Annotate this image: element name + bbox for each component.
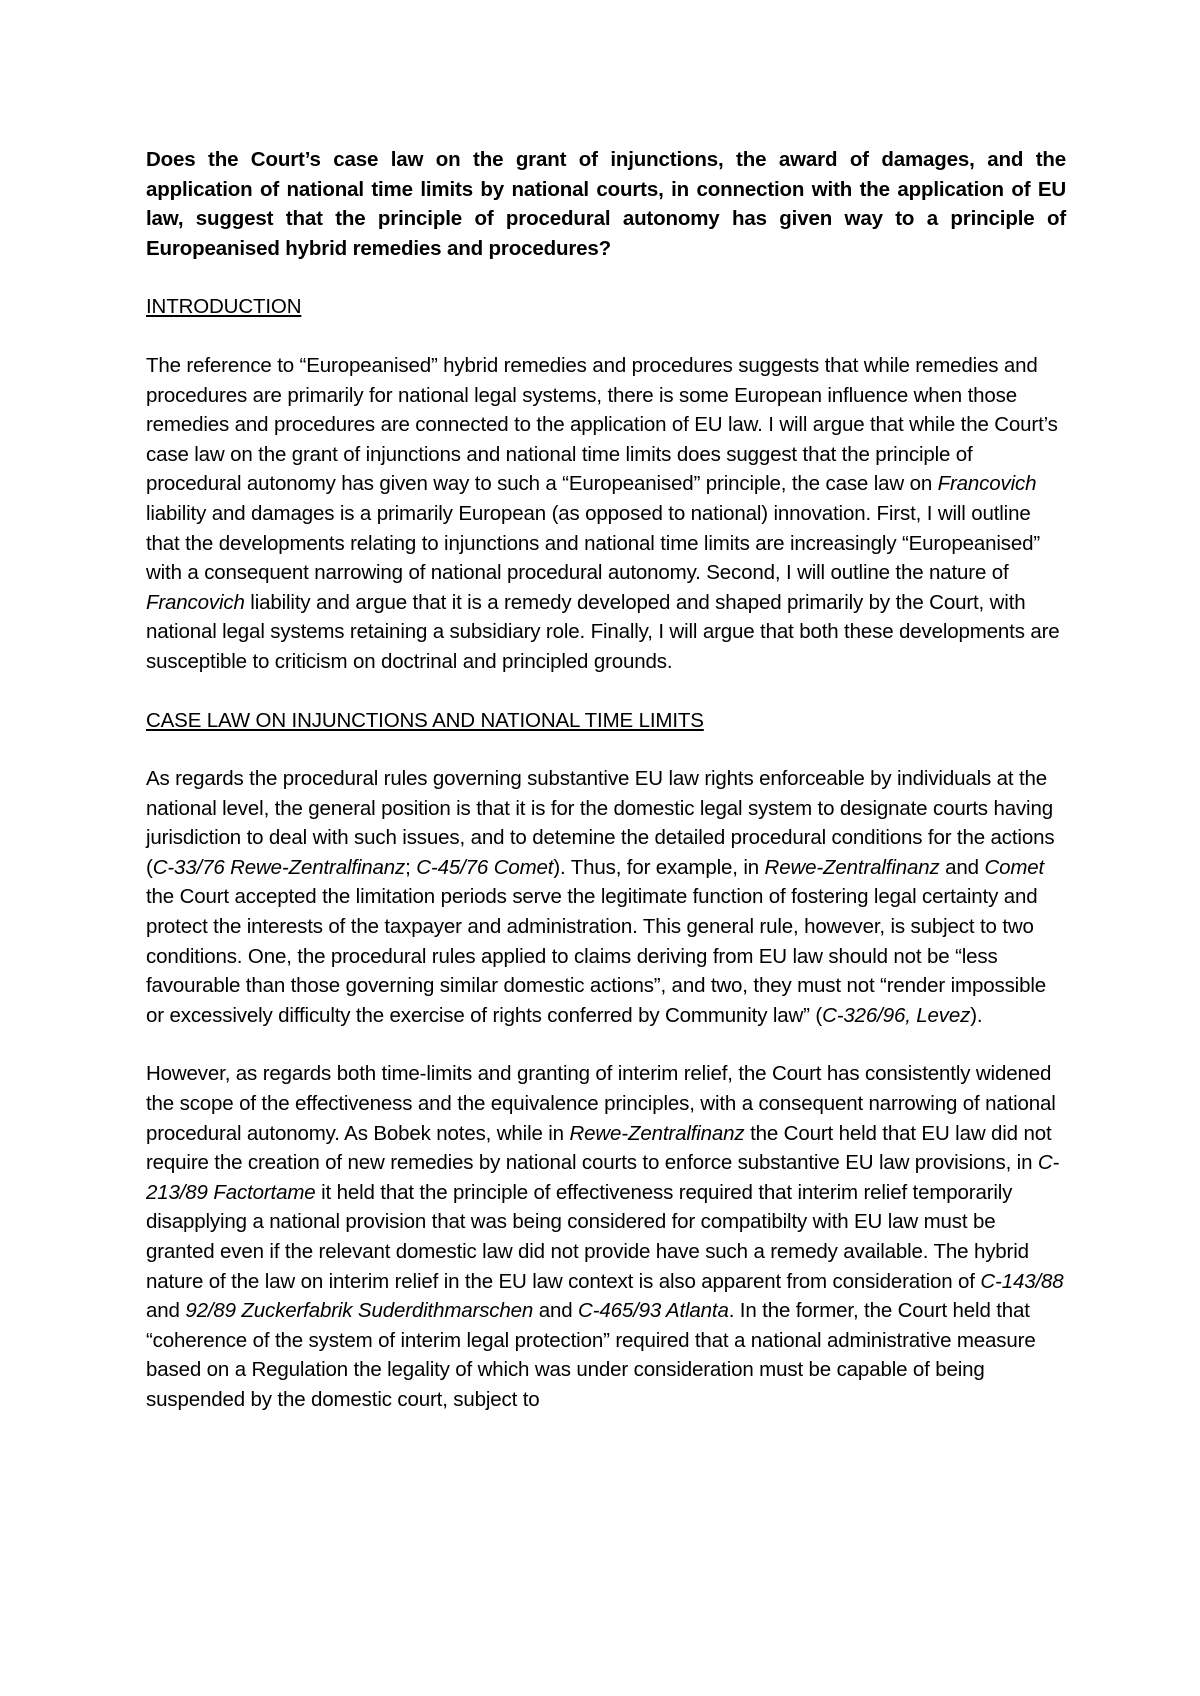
paragraph [146, 351, 1066, 677]
case-citation: Comet [984, 855, 1045, 879]
section-case-law [146, 706, 1066, 1415]
text-run: ; [405, 855, 417, 879]
case-citation: C-213/89 Factortame [146, 1151, 1060, 1204]
case-citation: Rewe-Zentralfinanz [764, 855, 940, 879]
text-run: the Court held that EU law did not require the creation of new remedies by national courts to enforce substantive EU law provisions, in [146, 1121, 1052, 1175]
essay-question: Does the Court’s case law on the grant of injunctions, the award of damages, and the application of national time limits by national courts, in connection with the application of EU law, suggest that the principle of procedural autonomy has given way to a principle of Europeanised hybrid remedies and procedures? [146, 148, 1066, 260]
case-citation: Francovich [937, 472, 1037, 496]
section-heading: CASE LAW ON INJUNCTIONS AND NATIONAL TIME LIMITS [146, 708, 704, 732]
text-run: the Court accepted the limitation periods serve the legitimate function of fostering legal certainty and protect the interests of the taxpayer and administration. This general rule, however, is subject to two conditions. One, the procedural rules applied to claims deriving from EU law should not be “less favourable than those governing similar domestic actions”, and two, they must not “render impossible or excessively difficulty the exercise of rights conferred by Community law” ( [146, 885, 1046, 1027]
section-introduction [146, 292, 1066, 676]
case-citation: C-143/88 [980, 1269, 1064, 1293]
case-citation: C-33/76 Rewe-Zentralfinanz [152, 855, 406, 879]
text-run: it held that the principle of effectiveness required that interim relief temporarily disapplying a national provision that was being considered for compatibilty with EU law must be granted even if the relevant domestic law did not provide have such a remedy available. The hybrid nature of the law on interim relief in the EU law context is also apparent from consideration of [146, 1180, 1029, 1293]
case-citation: C-465/93 Atlanta [578, 1299, 729, 1323]
text-run: ). Thus, for example, in [553, 855, 765, 879]
text-run: and [146, 1299, 186, 1323]
document-page [146, 145, 1066, 1444]
text-run: liability and argue that it is a remedy developed and shaped primarily by the Court, with national legal systems retaining a subsidiary role. Finally, I will argue that both these developments are susceptible to criticism on doctrinal and principled grounds. [146, 590, 1060, 673]
case-citation: 92/89 Zuckerfabrik Suderdithmarschen [185, 1299, 534, 1323]
text-run: liability and damages is a primarily European (as opposed to national) innovation. First, I will outline that the developments relating to injunctions and national time limits are increasingly “Europeanised” with a consequent narrowing of national procedural autonomy. Second, I will outline the nature of [146, 501, 1041, 585]
paragraph [146, 764, 1066, 1030]
case-citation: Francovich [146, 590, 245, 614]
text-run: The reference to “Europeanised” hybrid remedies and procedures suggests that while remedies and procedures are primarily for national legal systems, there is some European influence when those remedies and procedures are connected to the application of EU law. I will argue that while the Court’s case law on the grant of injunctions and national time limits does suggest that the principle of procedural autonomy has given way to such a “Europeanised” principle, the case law on [146, 353, 1058, 496]
text-run: and [533, 1299, 579, 1323]
section-heading: INTRODUCTION [146, 295, 302, 319]
text-run: and [939, 855, 985, 879]
text-run: ). [970, 1003, 983, 1027]
case-citation: C-326/96, Levez [822, 1003, 971, 1027]
paragraph [146, 1059, 1066, 1414]
text-run: As regards the procedural rules governing substantive EU law rights enforceable by individuals at the national level, the general position is that it is for the domestic legal system to designate courts having jurisdiction to deal with such issues, and to detemine the detailed procedural conditions for the actions ( [146, 767, 1055, 879]
case-citation: Rewe-Zentralfinanz [569, 1121, 745, 1145]
text-run: . In the former, the Court held that “coherence of the system of interim legal protection” required that a national administrative measure based on a Regulation the legality of which was under consideration must be capable of being suspended by the domestic court, subject to [146, 1299, 1036, 1411]
case-citation: C-45/76 Comet [416, 855, 554, 879]
text-run: However, as regards both time-limits and granting of interim relief, the Court has consistently widened the scope of the effectiveness and the equivalence principles, with a consequent narrowing of national procedural autonomy. As Bobek notes, while in [146, 1062, 1056, 1145]
